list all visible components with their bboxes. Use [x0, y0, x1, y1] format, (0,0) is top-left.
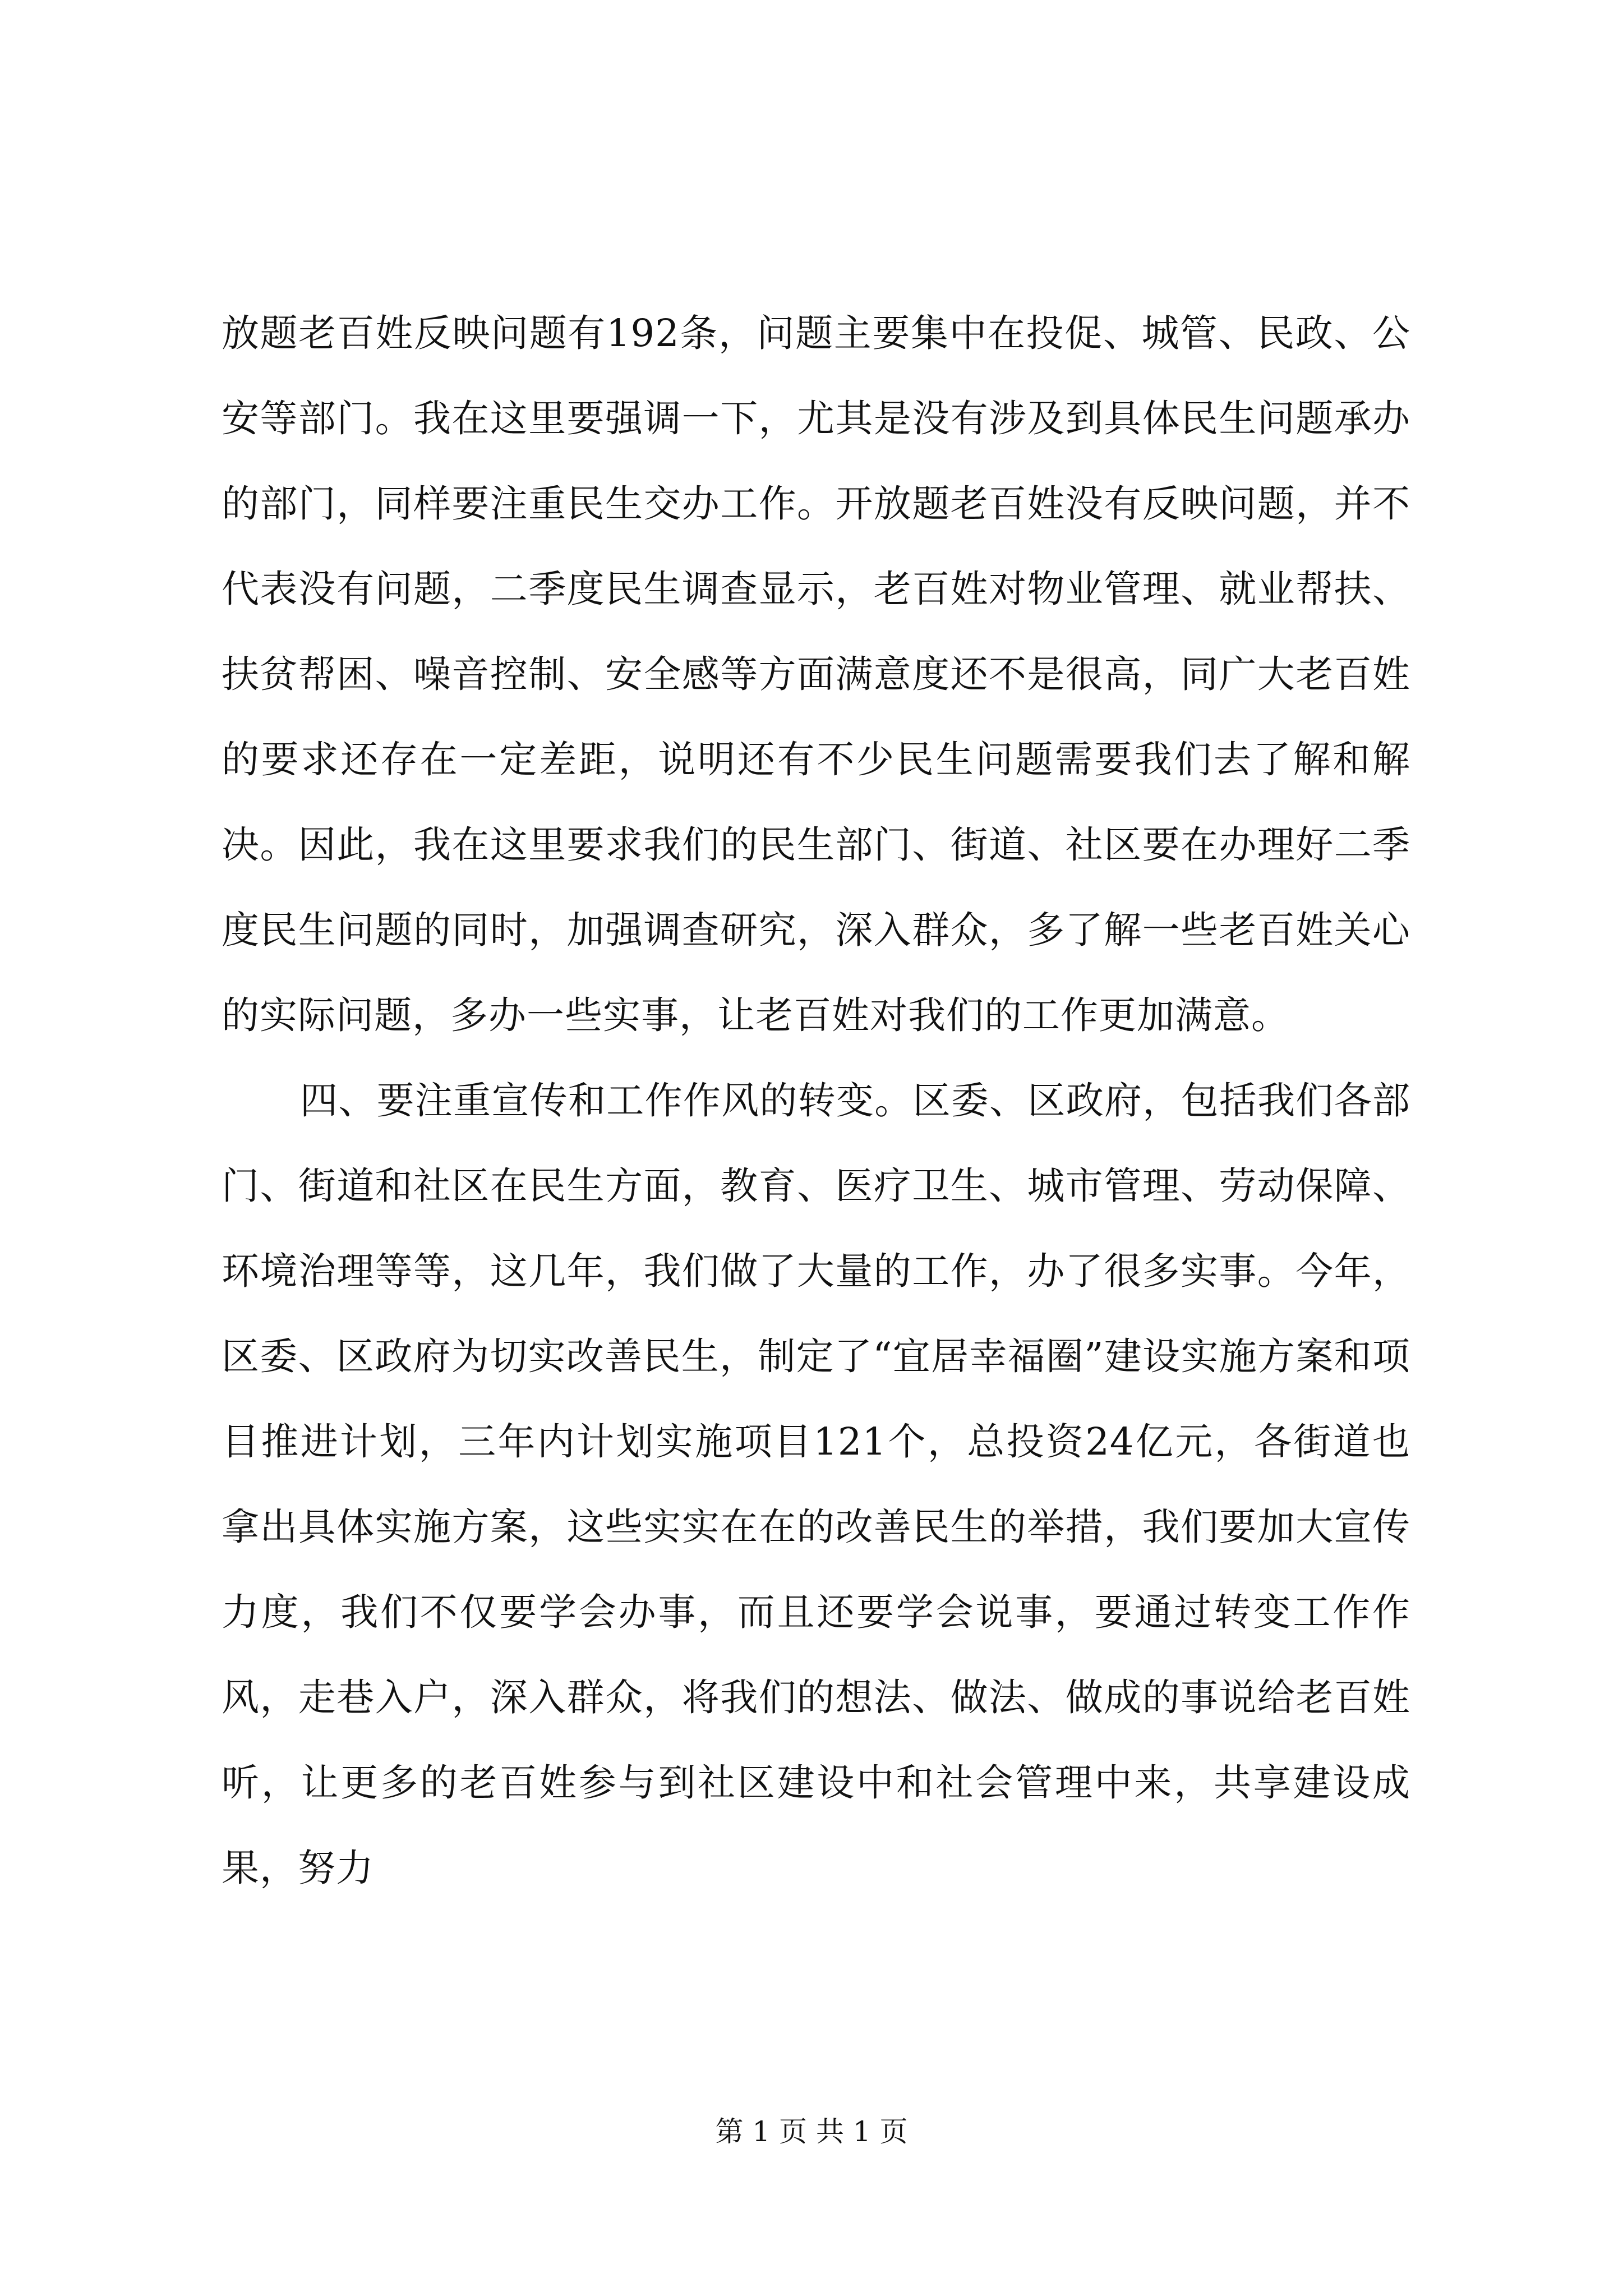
page-footer: 第 1 页 共 1 页	[715, 2115, 908, 2148]
paragraph-continued: 放题老百姓反映问题有192条，问题主要集中在投促、城管、民政、公安等部门。我在这里要强调一下，尤其是没有涉及到具体民生问题承办的部门，同样要注重民生交办工作。开放题老百姓没有反映问题，并不代表没有问题，二季度民生调查显示，老百姓对物业管理、就业帮扶、扶贫帮困、噪音控制、安全感等方面满意度还不是很高，同广大老百姓的要求还存在一定差距，说明还有不少民生问题需要我们去了解和解决。因此，我在这里要求我们的民生部门、街道、社区要在办理好二季度民生问题的同时，加强调查研究，深入群众，多了解一些老百姓关心的实际问题，多办一些实事，让老百姓对我们的工作更加满意。	[222, 311, 1410, 1037]
document-body	[222, 291, 1410, 1911]
paragraph-section-four: 四、要注重宣传和工作作风的转变。区委、区政府，包括我们各部门、街道和社区在民生方面，教育、医疗卫生、城市管理、劳动保障、环境治理等等，这几年，我们做了大量的工作，办了很多实事。今年，区委、区政府为切实改善民生，制定了“宜居幸福圈”建设实施方案和项目推进计划，三年内计划实施项目121个，总投资24亿元，各街道也拿出具体实施方案，这些实实在在的改善民生的举措，我们要加大宣传力度，我们不仅要学会办事，而且还要学会说事，要通过转变工作作风，走巷入户，深入群众，将我们的想法、做法、做成的事说给老百姓听，让更多的老百姓参与到社区建设中和社会管理中来，共享建设成果，努力	[222, 1079, 1410, 1890]
